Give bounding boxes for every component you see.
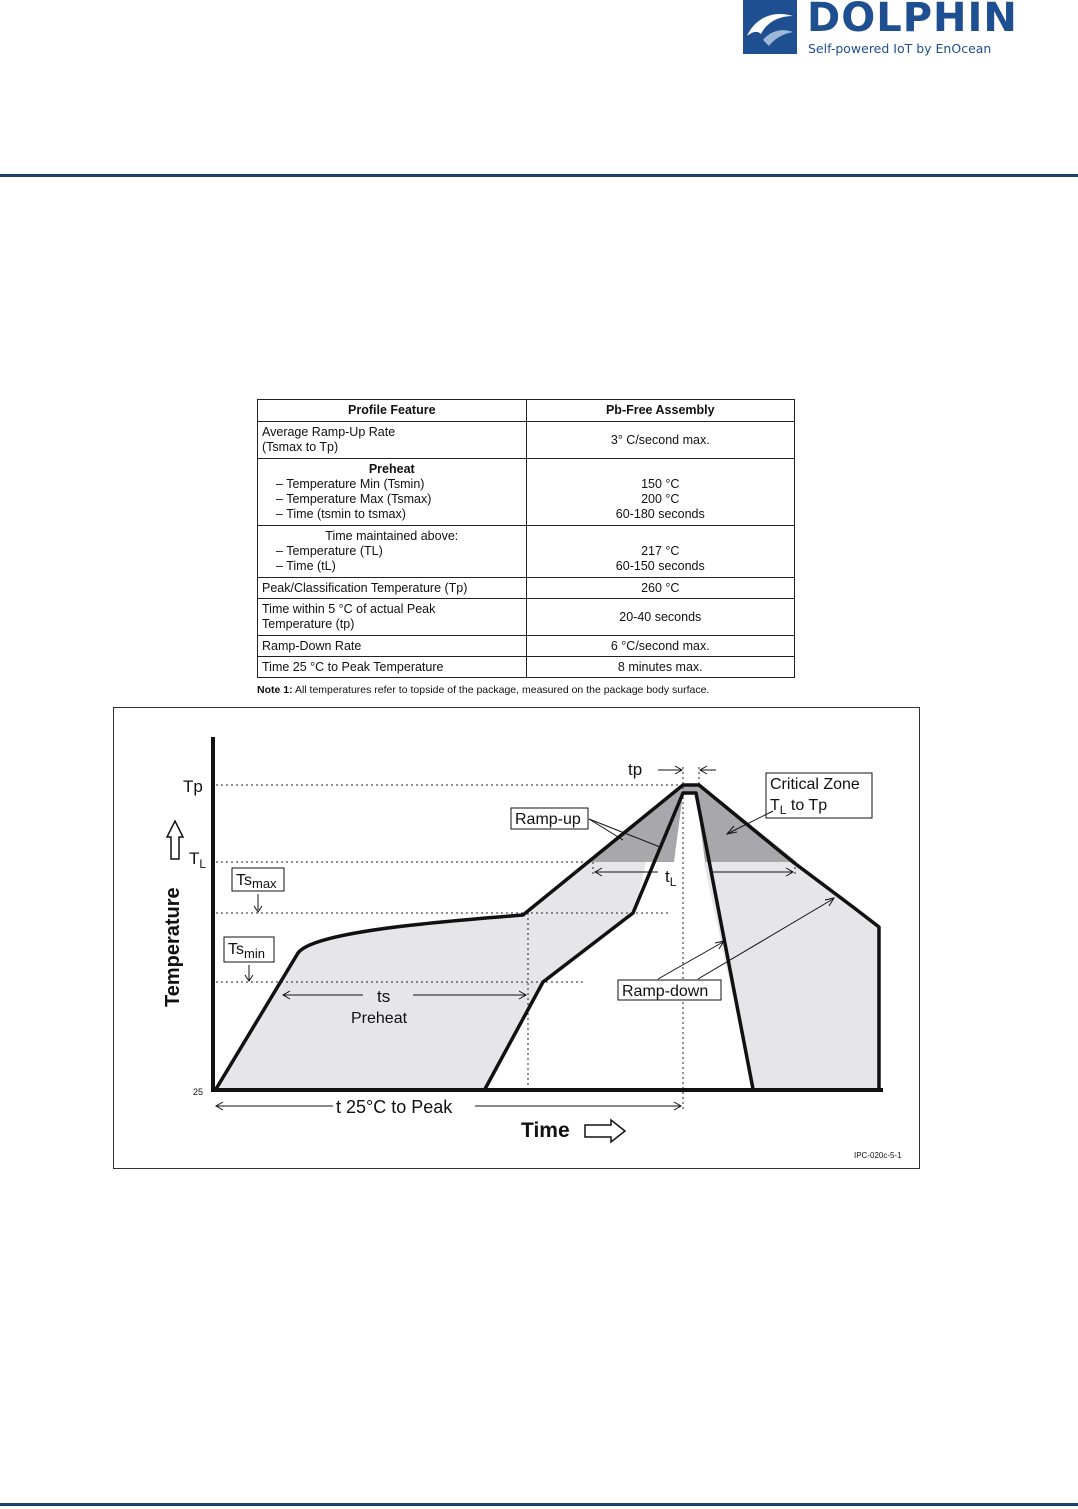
- tp-label: tp: [628, 760, 643, 779]
- tsmin-label: $Ts_{min}$: [228, 941, 265, 961]
- table-row: [258, 599, 795, 636]
- table-cell: [258, 422, 527, 459]
- table-row: [258, 459, 795, 526]
- table-cell: 260 °C: [526, 578, 794, 599]
- table-note: [257, 684, 709, 696]
- list-item: – Temperature Min (Tsmin): [276, 477, 425, 491]
- tsmax-label: Tsmax: [236, 872, 277, 891]
- preheat-value: 200 °C: [641, 492, 680, 506]
- note-text: All temperatures refer to topside of the package, measured on the package body surface.: [294, 684, 710, 696]
- table-row: [258, 422, 795, 459]
- brand-tagline: Self-powered IoT by EnOcean: [808, 41, 992, 56]
- table-cell: 20-40 seconds: [526, 599, 794, 636]
- table-cell: 8 minutes max.: [526, 657, 794, 678]
- table-cell: Ramp-Down Rate: [258, 636, 527, 657]
- table-cell: Time within 5 °C of actual Peak Temperature (tp): [258, 599, 527, 636]
- time-above-title: Time maintained above:: [325, 529, 459, 543]
- reflow-profile-diagram: [113, 707, 920, 1169]
- t25-label: t 25°C to Peak: [336, 1097, 453, 1117]
- dolphin-logo-icon: [743, 0, 797, 54]
- brand-name: DOLPHIN: [807, 0, 1018, 41]
- table-row: [258, 657, 795, 678]
- critical-zone-sublabel: $T_L$ to Tp: [770, 797, 828, 817]
- critical-zone-label: Critical Zone: [770, 776, 860, 793]
- list-item: – Temperature Max (Tsmax): [276, 492, 432, 506]
- table-header-row: [258, 400, 795, 422]
- footer-divider: [0, 1503, 1078, 1506]
- y-axis-label: Temperature: [162, 887, 184, 1007]
- tl-level-label: $T_L$: [189, 849, 207, 871]
- tp-level-label: Tp: [183, 777, 203, 796]
- ts-label: ts: [377, 987, 391, 1006]
- table-row: [258, 578, 795, 599]
- baseline-label: 25: [193, 1087, 204, 1097]
- time-above-value: 217 °C: [641, 544, 680, 558]
- table-cell: [526, 459, 794, 526]
- table-cell: 3° C/second max.: [526, 422, 794, 459]
- list-item: – Time (tsmin to tsmax): [276, 507, 406, 521]
- preheat-label: Preheat: [351, 1010, 408, 1027]
- table-cell: 6 °C/second max.: [526, 636, 794, 657]
- dolphin-logo: [743, 0, 1023, 60]
- table-cell: [526, 526, 794, 578]
- ramp-up-label-2: (Tsmax to Tp): [262, 440, 339, 454]
- header-divider: [0, 174, 1078, 177]
- preheat-value: 60-180 seconds: [615, 507, 705, 521]
- table-cell: [258, 526, 527, 578]
- table-cell: Time 25 °C to Peak Temperature: [258, 657, 527, 678]
- preheat-region: [216, 913, 635, 1089]
- list-item: – Time (tL): [276, 559, 336, 573]
- x-axis-label: Time: [521, 1119, 570, 1142]
- table-row: [258, 526, 795, 578]
- table-header-cell: Pb-Free Assembly: [526, 400, 794, 422]
- table-header-cell: Profile Feature: [258, 400, 527, 422]
- table-row: [258, 636, 795, 657]
- ramp-down-label: Ramp-down: [622, 983, 709, 1000]
- reflow-profile-table: [257, 399, 795, 678]
- figure-code: IPC-020c-5-1: [854, 1151, 902, 1160]
- tl-label: $t_L$: [665, 867, 677, 889]
- time-above-value: 60-150 seconds: [615, 559, 705, 573]
- table-cell: Peak/Classification Temperature (Tp): [258, 578, 527, 599]
- time-arrow-icon: [585, 1120, 625, 1142]
- temperature-arrow-icon: [167, 821, 183, 859]
- preheat-value: 150 °C: [641, 477, 680, 491]
- ramp-up-label: Ramp-up: [515, 811, 581, 828]
- note-label: Note 1:: [257, 684, 293, 696]
- ramp-up-label: Average Ramp-Up Rate: [262, 425, 396, 439]
- table-cell: [258, 459, 527, 526]
- list-item: – Temperature (TL): [276, 544, 383, 558]
- preheat-title: Preheat: [368, 462, 415, 476]
